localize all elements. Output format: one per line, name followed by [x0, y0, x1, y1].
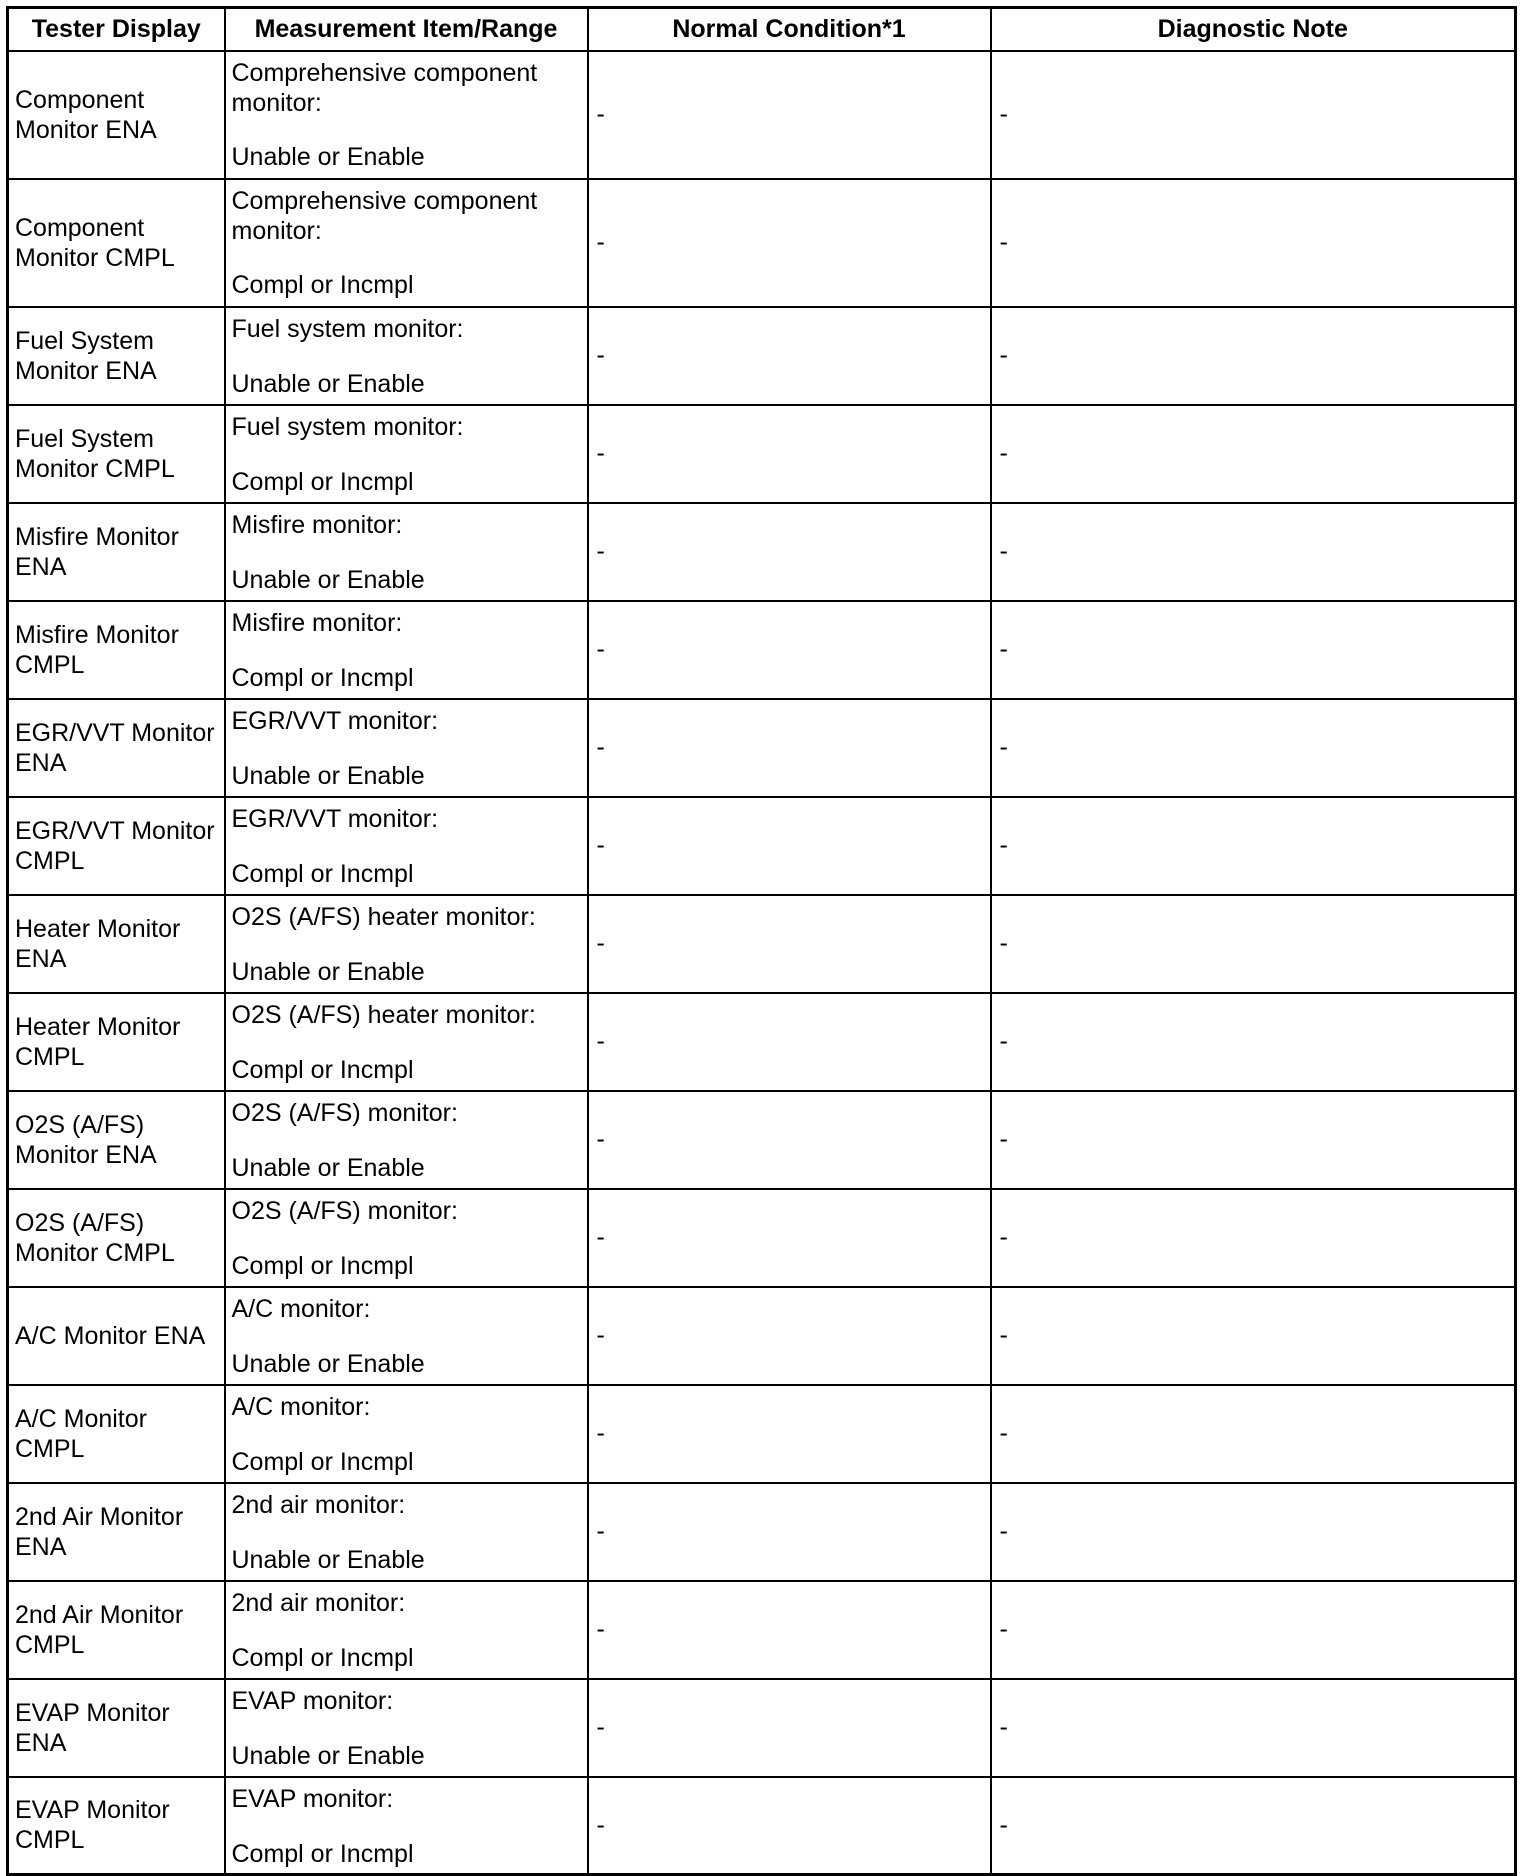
- diagnostic-note-cell: -: [991, 895, 1516, 993]
- measurement-label: A/C monitor:: [231, 1294, 371, 1323]
- table-row: [8, 1189, 1516, 1287]
- tester-display-cell: O2S (A/FS) Monitor ENA: [8, 1091, 225, 1189]
- measurement-cell: [225, 797, 588, 895]
- diagnostic-note-cell: -: [991, 307, 1516, 405]
- monitor-status-table: [6, 6, 1517, 1876]
- table-header-row: [8, 8, 1516, 51]
- measurement-range: Unable or Enable: [231, 142, 425, 171]
- diagnostic-note-cell: -: [991, 1091, 1516, 1189]
- tester-display-cell: Component Monitor ENA: [8, 51, 225, 179]
- measurement-cell: [225, 1189, 588, 1287]
- measurement-label: Fuel system monitor:: [231, 314, 464, 343]
- normal-condition-cell: -: [588, 405, 991, 503]
- normal-condition-cell: -: [588, 993, 991, 1091]
- tester-display-cell: EGR/VVT Monitor ENA: [8, 699, 225, 797]
- measurement-cell: [225, 1679, 588, 1777]
- measurement-cell: [225, 1581, 588, 1679]
- table-row: [8, 503, 1516, 601]
- measurement-cell: [225, 503, 588, 601]
- tester-display-cell: EGR/VVT Monitor CMPL: [8, 797, 225, 895]
- tester-display-cell: EVAP Monitor CMPL: [8, 1777, 225, 1875]
- tester-display-cell: 2nd Air Monitor ENA: [8, 1483, 225, 1581]
- table-row: [8, 405, 1516, 503]
- measurement-cell: [225, 1777, 588, 1875]
- tester-display-cell: Fuel System Monitor ENA: [8, 307, 225, 405]
- diagnostic-note-cell: -: [991, 1777, 1516, 1875]
- table-row: [8, 1385, 1516, 1483]
- table-row: [8, 797, 1516, 895]
- measurement-label: Comprehensive component monitor:: [231, 186, 538, 245]
- tester-display-cell: O2S (A/FS) Monitor CMPL: [8, 1189, 225, 1287]
- measurement-label: EGR/VVT monitor:: [231, 706, 439, 735]
- tester-display-cell: Heater Monitor CMPL: [8, 993, 225, 1091]
- normal-condition-cell: -: [588, 51, 991, 179]
- measurement-label: EGR/VVT monitor:: [231, 804, 439, 833]
- table-row: [8, 1581, 1516, 1679]
- table-row: [8, 601, 1516, 699]
- measurement-label: O2S (A/FS) heater monitor:: [231, 1000, 536, 1029]
- measurement-range: Unable or Enable: [231, 1349, 425, 1378]
- measurement-range: Compl or Incmpl: [231, 270, 414, 299]
- measurement-range: Unable or Enable: [231, 369, 425, 398]
- table-row: [8, 1091, 1516, 1189]
- diagnostic-note-cell: -: [991, 1483, 1516, 1581]
- normal-condition-cell: -: [588, 1385, 991, 1483]
- measurement-label: O2S (A/FS) monitor:: [231, 1098, 458, 1127]
- measurement-range: Compl or Incmpl: [231, 467, 414, 496]
- measurement-label: Misfire monitor:: [231, 608, 403, 637]
- header-diagnostic-note: Diagnostic Note: [991, 8, 1516, 51]
- measurement-label: A/C monitor:: [231, 1392, 371, 1421]
- measurement-range: Unable or Enable: [231, 957, 425, 986]
- measurement-cell: [225, 307, 588, 405]
- measurement-label: 2nd air monitor:: [231, 1588, 406, 1617]
- measurement-cell: [225, 601, 588, 699]
- table-row: [8, 1483, 1516, 1581]
- table-row: [8, 1287, 1516, 1385]
- measurement-range: Compl or Incmpl: [231, 663, 414, 692]
- measurement-label: O2S (A/FS) heater monitor:: [231, 902, 536, 931]
- diagnostic-note-cell: -: [991, 1189, 1516, 1287]
- table-row: [8, 1777, 1516, 1875]
- normal-condition-cell: -: [588, 699, 991, 797]
- measurement-cell: [225, 895, 588, 993]
- normal-condition-cell: -: [588, 1483, 991, 1581]
- measurement-range: Compl or Incmpl: [231, 1643, 414, 1672]
- table-row: [8, 179, 1516, 307]
- normal-condition-cell: -: [588, 307, 991, 405]
- diagnostic-note-cell: -: [991, 699, 1516, 797]
- normal-condition-cell: -: [588, 601, 991, 699]
- normal-condition-cell: -: [588, 797, 991, 895]
- tester-display-cell: A/C Monitor ENA: [8, 1287, 225, 1385]
- measurement-cell: [225, 51, 588, 179]
- header-tester-display: Tester Display: [8, 8, 225, 51]
- diagnostic-note-cell: -: [991, 503, 1516, 601]
- table-row: [8, 1679, 1516, 1777]
- normal-condition-cell: -: [588, 1679, 991, 1777]
- tester-display-cell: Component Monitor CMPL: [8, 179, 225, 307]
- measurement-cell: [225, 1287, 588, 1385]
- measurement-range: Unable or Enable: [231, 1545, 425, 1574]
- tester-display-cell: Misfire Monitor ENA: [8, 503, 225, 601]
- measurement-cell: [225, 1483, 588, 1581]
- normal-condition-cell: -: [588, 179, 991, 307]
- measurement-cell: [225, 699, 588, 797]
- measurement-label: O2S (A/FS) monitor:: [231, 1196, 458, 1225]
- normal-condition-cell: -: [588, 895, 991, 993]
- measurement-range: Compl or Incmpl: [231, 1055, 414, 1084]
- measurement-label: EVAP monitor:: [231, 1686, 394, 1715]
- measurement-range: Compl or Incmpl: [231, 1251, 414, 1280]
- header-normal-condition: Normal Condition*1: [588, 8, 991, 51]
- tester-display-cell: A/C Monitor CMPL: [8, 1385, 225, 1483]
- diagnostic-note-cell: -: [991, 179, 1516, 307]
- table-row: [8, 51, 1516, 179]
- normal-condition-cell: -: [588, 1189, 991, 1287]
- measurement-range: Compl or Incmpl: [231, 1839, 414, 1868]
- diagnostic-note-cell: -: [991, 993, 1516, 1091]
- diagnostic-note-cell: -: [991, 51, 1516, 179]
- measurement-label: EVAP monitor:: [231, 1784, 394, 1813]
- measurement-range: Compl or Incmpl: [231, 1447, 414, 1476]
- header-measurement-item: Measurement Item/Range: [225, 8, 588, 51]
- normal-condition-cell: -: [588, 1581, 991, 1679]
- table-row: [8, 307, 1516, 405]
- measurement-cell: [225, 993, 588, 1091]
- measurement-label: 2nd air monitor:: [231, 1490, 406, 1519]
- normal-condition-cell: -: [588, 1777, 991, 1875]
- measurement-range: Compl or Incmpl: [231, 859, 414, 888]
- measurement-cell: [225, 1091, 588, 1189]
- normal-condition-cell: -: [588, 1287, 991, 1385]
- diagnostic-note-cell: -: [991, 601, 1516, 699]
- diagnostic-note-cell: -: [991, 1679, 1516, 1777]
- table-row: [8, 993, 1516, 1091]
- tester-display-cell: Misfire Monitor CMPL: [8, 601, 225, 699]
- measurement-cell: [225, 179, 588, 307]
- tester-display-cell: 2nd Air Monitor CMPL: [8, 1581, 225, 1679]
- table-row: [8, 699, 1516, 797]
- diagnostic-note-cell: -: [991, 1385, 1516, 1483]
- diagnostic-note-cell: -: [991, 1581, 1516, 1679]
- diagnostic-note-cell: -: [991, 1287, 1516, 1385]
- measurement-range: Unable or Enable: [231, 565, 425, 594]
- measurement-cell: [225, 1385, 588, 1483]
- normal-condition-cell: -: [588, 1091, 991, 1189]
- measurement-label: Misfire monitor:: [231, 510, 403, 539]
- measurement-range: Unable or Enable: [231, 1153, 425, 1182]
- measurement-cell: [225, 405, 588, 503]
- table-row: [8, 895, 1516, 993]
- measurement-label: Fuel system monitor:: [231, 412, 464, 441]
- tester-display-cell: Heater Monitor ENA: [8, 895, 225, 993]
- tester-display-cell: Fuel System Monitor CMPL: [8, 405, 225, 503]
- normal-condition-cell: -: [588, 503, 991, 601]
- tester-display-cell: EVAP Monitor ENA: [8, 1679, 225, 1777]
- measurement-range: Unable or Enable: [231, 1741, 425, 1770]
- measurement-label: Comprehensive component monitor:: [231, 58, 538, 117]
- diagnostic-note-cell: -: [991, 405, 1516, 503]
- measurement-range: Unable or Enable: [231, 761, 425, 790]
- diagnostic-note-cell: -: [991, 797, 1516, 895]
